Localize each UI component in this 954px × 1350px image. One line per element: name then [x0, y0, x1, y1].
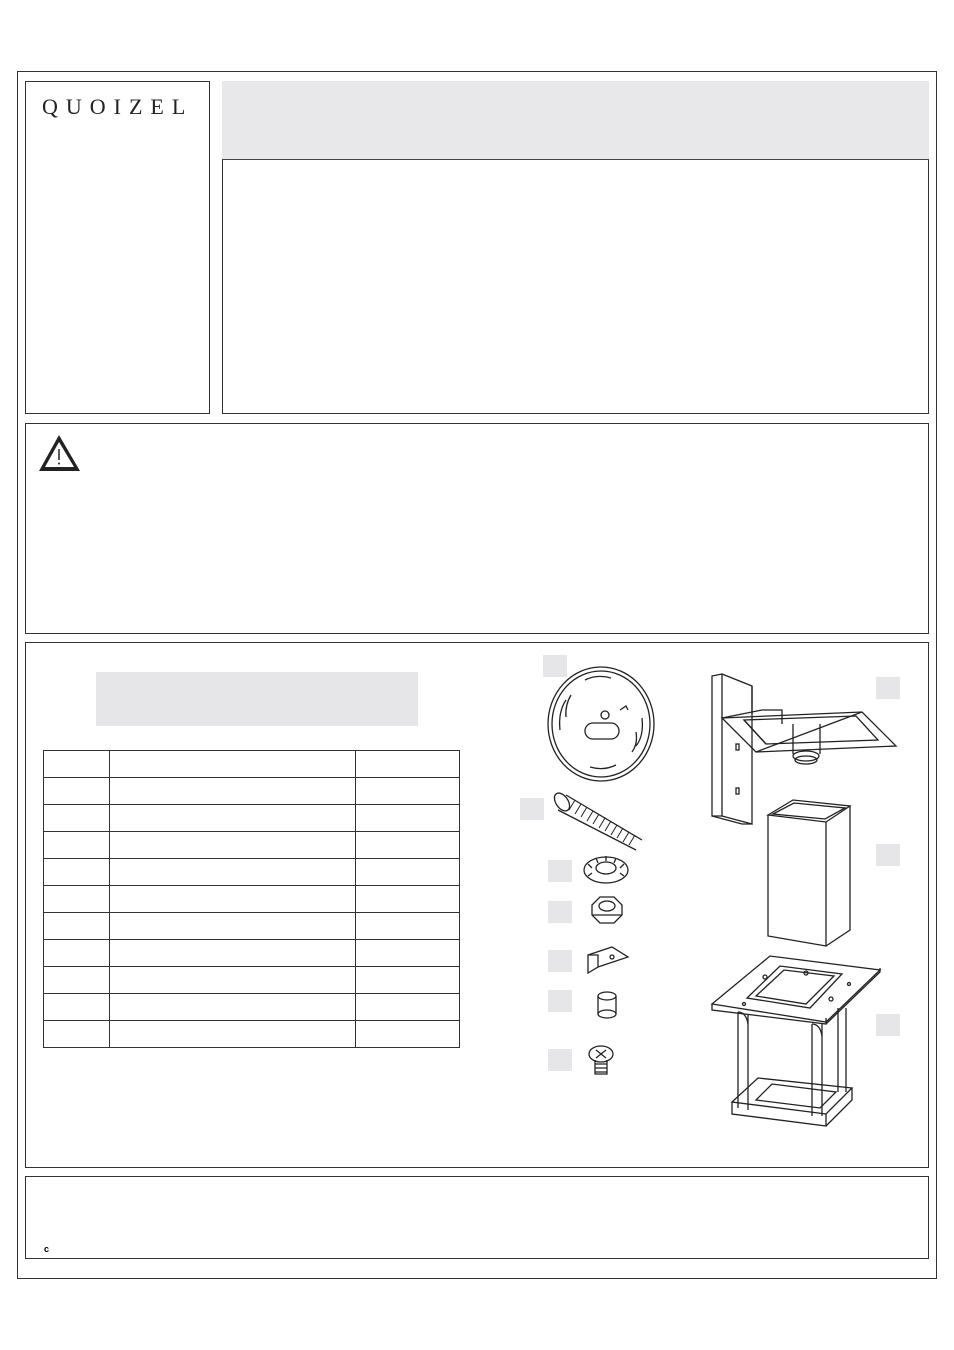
- socket-cap-icon: [598, 992, 616, 1018]
- warning-triangle-icon: [39, 435, 80, 471]
- lantern-cage-icon: [712, 956, 880, 1126]
- hex-nut-icon: [592, 897, 622, 923]
- lock-washer-icon: [584, 856, 628, 883]
- threaded-rod-icon: [551, 790, 642, 850]
- brand-logo: QUOIZEL: [42, 94, 194, 119]
- copyright-mark: c: [44, 1244, 50, 1254]
- screw-icon: [589, 1046, 613, 1074]
- bracket-icon: [588, 947, 628, 973]
- glass-shade-icon: [768, 800, 850, 946]
- mounting-plate-icon: [548, 667, 654, 781]
